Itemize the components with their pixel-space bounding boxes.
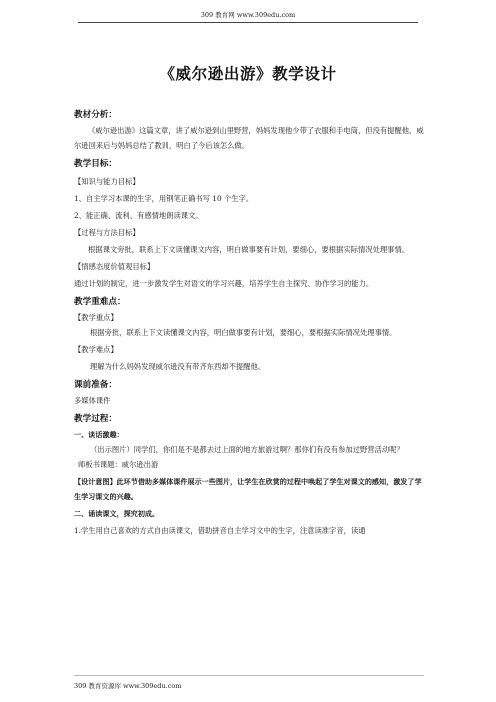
section-heading-material: 教材分析： bbox=[74, 110, 117, 120]
prep-paragraph: 多媒体课件 bbox=[74, 396, 111, 405]
goal-emotion-paragraph: 通过计划的制定，进一步激发学生对语文的学习兴趣，培养学生自主探究、协作学习的能力。 bbox=[74, 279, 374, 288]
document-body bbox=[74, 108, 424, 538]
keypoint-difficulty-title: 【教学难点】 bbox=[74, 345, 118, 354]
goal-knowledge-line-2: 2、能正确、流利、有感情地朗读课文。 bbox=[74, 211, 203, 220]
page-footer: 309 教育资源库 www.309edu.com bbox=[74, 682, 182, 690]
process-step-1-paragraph: （出示图片）同学们，你们是不是都去过上面的地方旅游过啊？那你们有没有参加过野营活动呢？ bbox=[90, 445, 404, 454]
process-step-2-title: 二、诵读课文，探究初成。 bbox=[74, 509, 160, 518]
section-heading-prep: 课前准备： bbox=[74, 380, 117, 390]
header-divider bbox=[78, 22, 418, 23]
section-heading-goals: 教学目标： bbox=[74, 159, 117, 169]
process-step-1-board: 师板书课题：威尔逊出游 bbox=[78, 460, 159, 469]
goal-knowledge-line-1: 1、自主学习本课的生字，用钢笔正确书写 10 个生字。 bbox=[74, 194, 254, 203]
keypoint-focus-paragraph: 根据旁批，联系上下文读懂课文内容，明白做事要有计划，要细心，要根据实际情况处理事情。 bbox=[90, 328, 397, 337]
section-heading-process: 教学过程： bbox=[74, 414, 117, 424]
goal-knowledge-title: 【知识与能力目标】 bbox=[74, 177, 140, 186]
page-header: 309 教育网 www.309edu.com bbox=[200, 11, 296, 19]
keypoint-difficulty-paragraph: 理解为什么妈妈发现威尔逊没有带齐东西却不提醒他。 bbox=[90, 362, 266, 371]
process-step-1-design: 【设计意图】此环节借助多媒体课件展示一些图片，让学生在欣赏的过程中唤起了学生对课文的感知，激发了学生学习课文的兴趣。 bbox=[74, 477, 422, 501]
footer-divider bbox=[74, 675, 424, 676]
process-step-1-title: 一、谈话激趣： bbox=[74, 430, 124, 439]
goal-emotion-title: 【情感态度价值观目标】 bbox=[74, 262, 155, 271]
material-paragraph: 《威尔逊出游》这篇文章，讲了威尔逊到山里野营，妈妈发现他少带了衣服和手电筒，但没有提醒他，威尔逊回来后与妈妈总结了教训，明白了今后该怎么做。 bbox=[74, 126, 424, 150]
document-title: 《威尔逊出游》教学设计 bbox=[159, 64, 337, 83]
process-step-2-paragraph: 1.学生用自己喜欢的方式自由读课文，借助拼音自主学习文中的生字，注意读准字音，读通 bbox=[74, 526, 366, 535]
section-heading-keypoints: 教学重难点： bbox=[74, 297, 126, 307]
goal-process-title: 【过程与方法目标】 bbox=[74, 228, 140, 237]
goal-process-paragraph: 根据课文旁批，联系上下文读懂课文内容，明白做事要有计划，要细心，要根据实际情况处理事情。 bbox=[88, 245, 410, 254]
keypoint-focus-title: 【教学重点】 bbox=[74, 313, 118, 322]
